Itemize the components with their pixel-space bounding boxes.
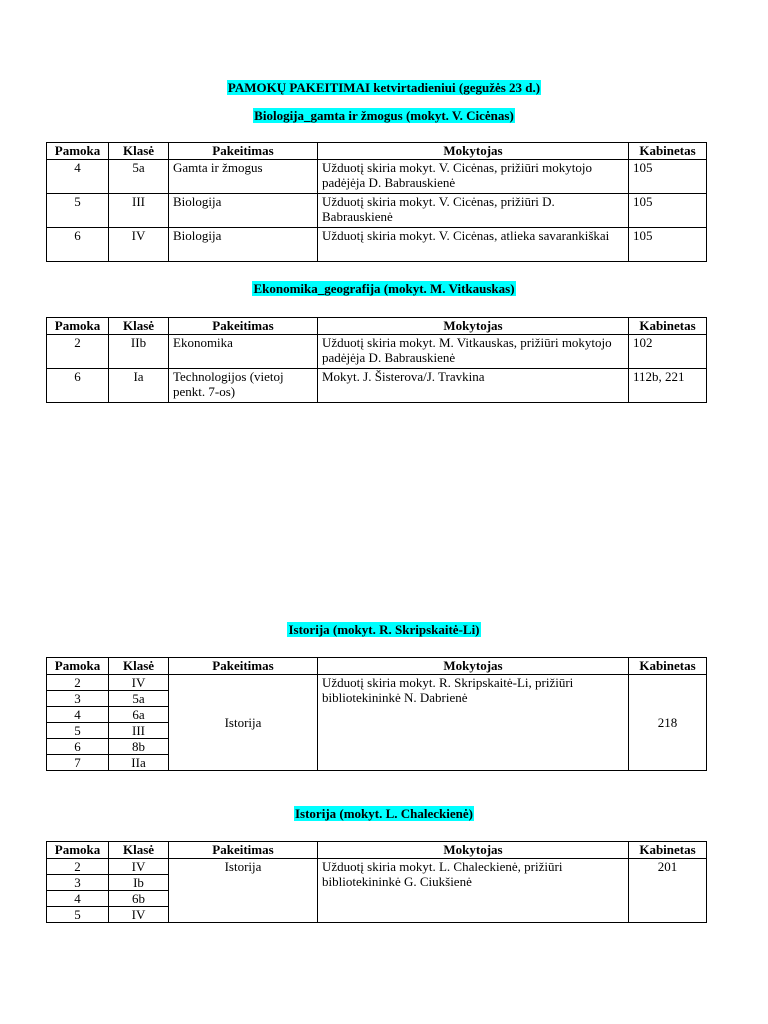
table-header-row xyxy=(47,842,707,859)
cell-klase: 5a xyxy=(109,691,169,707)
cell-pamoka: 5 xyxy=(47,194,109,228)
cell-pakeitimas: Gamta ir žmogus xyxy=(169,160,318,194)
cell-pamoka: 5 xyxy=(47,907,109,923)
cell-kabinetas: 102 xyxy=(629,335,707,369)
cell-pamoka: 4 xyxy=(47,160,109,194)
section-heading-biologija: Biologija_gamta ir žmogus (mokyt. V. Cicėnas) xyxy=(254,108,514,123)
cell-klase: 6a xyxy=(109,707,169,723)
cell-klase: IV xyxy=(109,907,169,923)
cell-klase: IIa xyxy=(109,755,169,771)
cell-klase: 6b xyxy=(109,891,169,907)
cell-kabinetas: 112b, 221 xyxy=(629,369,707,403)
header-pamoka: Pamoka xyxy=(47,318,109,335)
cell-pakeitimas: Istorija xyxy=(169,675,318,771)
cell-pakeitimas: Biologija xyxy=(169,194,318,228)
cell-mokytojas: Užduotį skiria mokyt. V. Cicėnas, prižiūri D. Babrauskienė xyxy=(318,194,629,228)
section-heading-istorija-skripskaite: Istorija (mokyt. R. Skripskaitė-Li) xyxy=(288,622,480,637)
cell-pamoka: 5 xyxy=(47,723,109,739)
cell-mokytojas: Užduotį skiria mokyt. V. Cicėnas, prižiūri mokytojo padėjėja D. Babrauskienė xyxy=(318,160,629,194)
cell-klase: III xyxy=(109,723,169,739)
table-row xyxy=(47,228,707,262)
cell-pakeitimas: Technologijos (vietoj penkt. 7-os) xyxy=(169,369,318,403)
header-pamoka: Pamoka xyxy=(47,143,109,160)
header-mokytojas: Mokytojas xyxy=(318,842,629,859)
cell-klase: IV xyxy=(109,675,169,691)
header-pakeitimas: Pakeitimas xyxy=(169,658,318,675)
cell-pakeitimas: Ekonomika xyxy=(169,335,318,369)
cell-pamoka: 6 xyxy=(47,228,109,262)
cell-pakeitimas: Istorija xyxy=(169,859,318,923)
cell-kabinetas: 105 xyxy=(629,160,707,194)
header-klase: Klasė xyxy=(109,318,169,335)
header-pakeitimas: Pakeitimas xyxy=(169,842,318,859)
cell-pamoka: 3 xyxy=(47,691,109,707)
header-kabinetas: Kabinetas xyxy=(629,658,707,675)
cell-pamoka: 6 xyxy=(47,369,109,403)
cell-klase: IV xyxy=(109,859,169,875)
table-row xyxy=(47,160,707,194)
cell-pakeitimas: Biologija xyxy=(169,228,318,262)
header-mokytojas: Mokytojas xyxy=(318,318,629,335)
table-row xyxy=(47,369,707,403)
cell-pamoka: 7 xyxy=(47,755,109,771)
header-pamoka: Pamoka xyxy=(47,842,109,859)
table-biologija xyxy=(46,142,707,262)
cell-klase: IIb xyxy=(109,335,169,369)
table-header-row xyxy=(47,318,707,335)
cell-pamoka: 2 xyxy=(47,335,109,369)
cell-klase: IV xyxy=(109,228,169,262)
table-row xyxy=(47,194,707,228)
cell-kabinetas: 105 xyxy=(629,228,707,262)
header-pakeitimas: Pakeitimas xyxy=(169,143,318,160)
header-pamoka: Pamoka xyxy=(47,658,109,675)
cell-pamoka: 3 xyxy=(47,875,109,891)
table-header-row xyxy=(47,143,707,160)
section-heading-istorija-chaleckiene: Istorija (mokyt. L. Chaleckienė) xyxy=(294,806,473,821)
cell-mokytojas: Užduotį skiria mokyt. R. Skripskaitė-Li, prižiūri bibliotekininkė N. Dabrienė xyxy=(318,675,629,771)
table-row xyxy=(47,675,707,691)
table-istorija-chaleckiene xyxy=(46,841,707,923)
cell-klase: 8b xyxy=(109,739,169,755)
cell-mokytojas: Užduotį skiria mokyt. V. Cicėnas, atlieka savarankiškai xyxy=(318,228,629,262)
header-klase: Klasė xyxy=(109,143,169,160)
header-mokytojas: Mokytojas xyxy=(318,143,629,160)
header-kabinetas: Kabinetas xyxy=(629,143,707,160)
cell-mokytojas: Mokyt. J. Šisterova/J. Travkina xyxy=(318,369,629,403)
cell-klase: 5a xyxy=(109,160,169,194)
table-header-row xyxy=(47,658,707,675)
cell-kabinetas: 201 xyxy=(629,859,707,923)
cell-pamoka: 6 xyxy=(47,739,109,755)
cell-pamoka: 4 xyxy=(47,891,109,907)
cell-mokytojas: Užduotį skiria mokyt. L. Chaleckienė, prižiūri bibliotekininkė G. Ciukšienė xyxy=(318,859,629,923)
table-row xyxy=(47,335,707,369)
cell-pamoka: 4 xyxy=(47,707,109,723)
cell-pamoka: 2 xyxy=(47,859,109,875)
header-pakeitimas: Pakeitimas xyxy=(169,318,318,335)
table-row xyxy=(47,859,707,875)
cell-kabinetas: 218 xyxy=(629,675,707,771)
section-heading-ekonomika: Ekonomika_geografija (mokyt. M. Vitkauskas) xyxy=(253,281,515,296)
table-istorija-skripskaite xyxy=(46,657,707,771)
cell-kabinetas: 105 xyxy=(629,194,707,228)
cell-mokytojas: Užduotį skiria mokyt. M. Vitkauskas, prižiūri mokytojo padėjėja D. Babrauskienė xyxy=(318,335,629,369)
table-ekonomika xyxy=(46,317,707,403)
header-kabinetas: Kabinetas xyxy=(629,842,707,859)
header-mokytojas: Mokytojas xyxy=(318,658,629,675)
cell-klase: Ia xyxy=(109,369,169,403)
header-klase: Klasė xyxy=(109,658,169,675)
cell-pamoka: 2 xyxy=(47,675,109,691)
cell-klase: Ib xyxy=(109,875,169,891)
header-kabinetas: Kabinetas xyxy=(629,318,707,335)
document-title: PAMOKŲ PAKEITIMAI ketvirtadieniui (gegužės 23 d.) xyxy=(227,80,541,95)
cell-klase: III xyxy=(109,194,169,228)
header-klase: Klasė xyxy=(109,842,169,859)
